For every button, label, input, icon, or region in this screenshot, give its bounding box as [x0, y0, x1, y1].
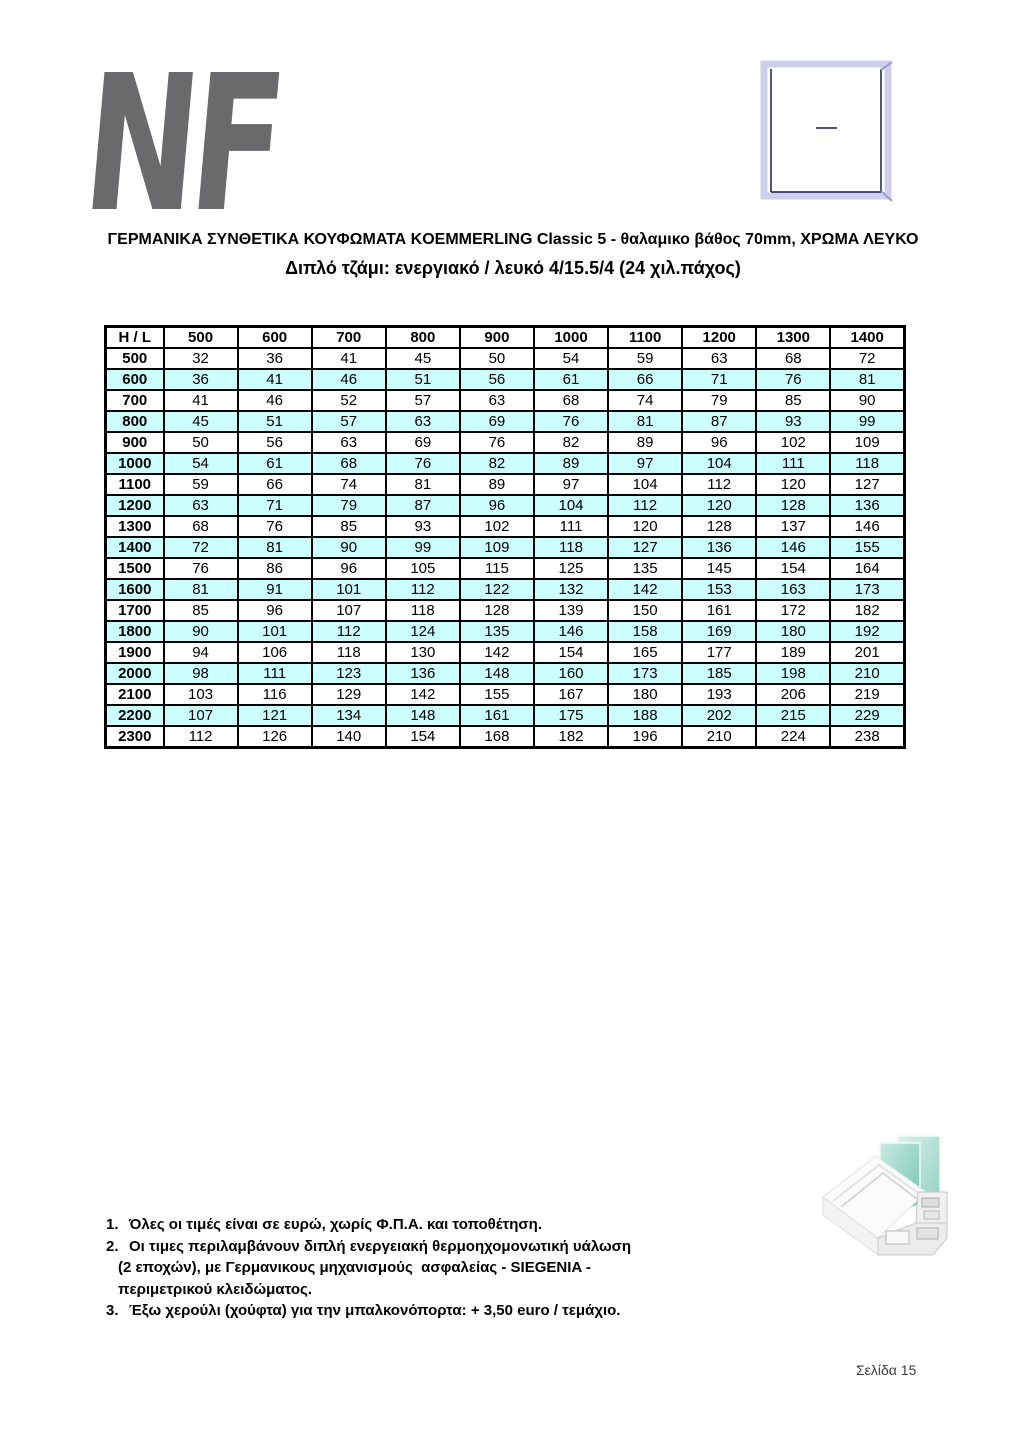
price-cell: 112	[386, 579, 460, 600]
price-cell: 120	[756, 474, 830, 495]
note-text: Όλες οι τιμές είναι σε ευρώ, χωρίς Φ.Π.Α. και τοποθέτηση.	[129, 1216, 542, 1233]
table-header-row	[106, 327, 905, 349]
row-header: 2300	[106, 726, 164, 748]
table-body	[106, 348, 905, 748]
price-cell: 91	[238, 579, 312, 600]
price-cell: 112	[682, 474, 756, 495]
price-cell: 99	[386, 537, 460, 558]
price-cell: 81	[608, 411, 682, 432]
table-row	[106, 558, 905, 579]
price-cell: 169	[682, 621, 756, 642]
price-cell: 76	[756, 369, 830, 390]
price-cell: 41	[164, 390, 238, 411]
price-cell: 74	[312, 474, 386, 495]
document-subtitle: Διπλό τζάμι: ενεργιακό / λευκό 4/15.5/4 (24 χιλ.πάχος)	[285, 258, 741, 278]
price-cell: 161	[460, 705, 534, 726]
price-cell: 103	[164, 684, 238, 705]
note-text: Οι τιμες περιλαμβάνουν διπλή ενεργειακή θερμοηχομονωτική υάλωση	[129, 1237, 632, 1255]
price-cell: 50	[164, 432, 238, 453]
price-cell: 224	[756, 726, 830, 748]
price-cell: 160	[534, 663, 608, 684]
table-row	[106, 600, 905, 621]
note-text: Έξω χερούλι (χούφτα) για την μπαλκονόπορτα: + 3,50 euro / τεμάχιο.	[129, 1302, 621, 1319]
price-cell: 118	[312, 642, 386, 663]
price-cell: 165	[608, 642, 682, 663]
price-cell: 180	[756, 621, 830, 642]
price-cell: 101	[238, 621, 312, 642]
column-header: 1400	[830, 327, 904, 349]
price-cell: 97	[534, 474, 608, 495]
price-cell: 63	[386, 411, 460, 432]
price-cell: 52	[312, 390, 386, 411]
price-cell: 168	[460, 726, 534, 748]
price-cell: 196	[608, 726, 682, 748]
price-cell: 104	[534, 495, 608, 516]
price-cell: 81	[830, 369, 904, 390]
table-row	[106, 495, 905, 516]
row-header: 900	[106, 432, 164, 453]
price-cell: 56	[460, 369, 534, 390]
price-cell: 51	[238, 411, 312, 432]
price-cell: 136	[386, 663, 460, 684]
price-cell: 79	[682, 390, 756, 411]
price-cell: 81	[164, 579, 238, 600]
note-text: περιμετρικού κλειδώματος.	[118, 1280, 312, 1298]
corner-header: H / L	[106, 327, 164, 349]
price-cell: 202	[682, 705, 756, 726]
price-cell: 105	[386, 558, 460, 579]
note-item	[106, 1236, 766, 1258]
price-cell: 54	[164, 453, 238, 474]
price-cell: 76	[534, 411, 608, 432]
price-cell: 112	[312, 621, 386, 642]
price-cell: 97	[608, 453, 682, 474]
price-cell: 173	[830, 579, 904, 600]
price-cell: 198	[756, 663, 830, 684]
price-cell: 185	[682, 663, 756, 684]
price-cell: 229	[830, 705, 904, 726]
price-cell: 76	[460, 432, 534, 453]
price-cell: 93	[386, 516, 460, 537]
row-header: 1900	[106, 642, 164, 663]
price-cell: 210	[830, 663, 904, 684]
column-header: 600	[238, 327, 312, 349]
price-cell: 126	[238, 726, 312, 748]
price-cell: 71	[682, 369, 756, 390]
row-header: 2200	[106, 705, 164, 726]
table-row	[106, 621, 905, 642]
price-cell: 76	[164, 558, 238, 579]
price-cell: 69	[460, 411, 534, 432]
price-cell: 68	[164, 516, 238, 537]
table-row	[106, 474, 905, 495]
row-header: 1200	[106, 495, 164, 516]
price-cell: 54	[534, 348, 608, 369]
price-cell: 68	[312, 453, 386, 474]
price-cell: 87	[682, 411, 756, 432]
price-cell: 66	[238, 474, 312, 495]
price-cell: 63	[312, 432, 386, 453]
note-continuation-line	[106, 1257, 766, 1279]
price-cell: 112	[608, 495, 682, 516]
price-cell: 104	[682, 453, 756, 474]
price-table	[104, 325, 906, 749]
column-header: 1200	[682, 327, 756, 349]
price-cell: 81	[386, 474, 460, 495]
price-cell: 96	[682, 432, 756, 453]
price-cell: 66	[608, 369, 682, 390]
price-cell: 72	[164, 537, 238, 558]
price-cell: 130	[386, 642, 460, 663]
price-cell: 146	[534, 621, 608, 642]
price-cell: 150	[608, 600, 682, 621]
column-header: 1000	[534, 327, 608, 349]
price-cell: 128	[756, 495, 830, 516]
price-cell: 122	[460, 579, 534, 600]
price-cell: 85	[756, 390, 830, 411]
price-cell: 153	[682, 579, 756, 600]
price-cell: 90	[164, 621, 238, 642]
row-header: 700	[106, 390, 164, 411]
price-cell: 125	[534, 558, 608, 579]
price-cell: 154	[386, 726, 460, 748]
price-cell: 175	[534, 705, 608, 726]
column-header: 1300	[756, 327, 830, 349]
row-header: 1000	[106, 453, 164, 474]
price-cell: 61	[238, 453, 312, 474]
price-cell: 118	[386, 600, 460, 621]
row-header: 500	[106, 348, 164, 369]
price-cell: 148	[386, 705, 460, 726]
price-cell: 118	[830, 453, 904, 474]
table-row	[106, 516, 905, 537]
row-header: 2000	[106, 663, 164, 684]
price-cell: 59	[608, 348, 682, 369]
price-cell: 161	[682, 600, 756, 621]
price-cell: 120	[608, 516, 682, 537]
price-cell: 71	[238, 495, 312, 516]
price-cell: 102	[756, 432, 830, 453]
table-row	[106, 579, 905, 600]
price-cell: 146	[756, 537, 830, 558]
price-cell: 63	[682, 348, 756, 369]
price-cell: 102	[460, 516, 534, 537]
price-cell: 142	[460, 642, 534, 663]
price-cell: 82	[534, 432, 608, 453]
row-header: 1700	[106, 600, 164, 621]
column-header: 800	[386, 327, 460, 349]
nf-logo: NF	[75, 35, 287, 254]
price-cell: 127	[830, 474, 904, 495]
row-header: 600	[106, 369, 164, 390]
price-cell: 82	[460, 453, 534, 474]
document-title: ΓΕΡΜΑΝΙΚΑ ΣΥΝΘΕΤΙΚΑ ΚΟΥΦΩΜΑΤΑ KOEMMERLING Classic 5 - θαλαμικο βάθος 70mm, ΧΡΩΜΑ ΛΕΥΚΟ	[107, 231, 919, 248]
price-cell: 121	[238, 705, 312, 726]
note-number: 3.	[106, 1302, 119, 1319]
note-item	[106, 1300, 766, 1322]
price-cell: 81	[238, 537, 312, 558]
price-cell: 56	[238, 432, 312, 453]
price-cell: 142	[608, 579, 682, 600]
pvc-profile-corner-photo	[820, 1134, 968, 1267]
price-cell: 146	[830, 516, 904, 537]
table-row	[106, 432, 905, 453]
table-row	[106, 411, 905, 432]
table-row	[106, 705, 905, 726]
price-cell: 123	[312, 663, 386, 684]
price-cell: 50	[460, 348, 534, 369]
price-cell: 98	[164, 663, 238, 684]
price-cell: 164	[830, 558, 904, 579]
price-cell: 139	[534, 600, 608, 621]
price-cell: 45	[386, 348, 460, 369]
price-cell: 90	[312, 537, 386, 558]
price-cell: 173	[608, 663, 682, 684]
price-cell: 132	[534, 579, 608, 600]
price-cell: 89	[534, 453, 608, 474]
price-cell: 57	[312, 411, 386, 432]
price-cell: 61	[534, 369, 608, 390]
price-cell: 112	[164, 726, 238, 748]
price-cell: 90	[830, 390, 904, 411]
price-cell: 129	[312, 684, 386, 705]
column-header: 900	[460, 327, 534, 349]
price-cell: 142	[386, 684, 460, 705]
notes-list	[106, 1214, 766, 1322]
price-cell: 177	[682, 642, 756, 663]
price-cell: 36	[238, 348, 312, 369]
price-cell: 163	[756, 579, 830, 600]
price-cell: 89	[460, 474, 534, 495]
price-cell: 93	[756, 411, 830, 432]
page-number: Σελίδα 15	[856, 1362, 917, 1378]
price-cell: 46	[312, 369, 386, 390]
price-cell: 111	[756, 453, 830, 474]
price-cell: 154	[534, 642, 608, 663]
price-cell: 36	[164, 369, 238, 390]
price-cell: 140	[312, 726, 386, 748]
price-cell: 51	[386, 369, 460, 390]
price-cell: 76	[238, 516, 312, 537]
price-cell: 124	[386, 621, 460, 642]
price-cell: 109	[460, 537, 534, 558]
price-cell: 96	[312, 558, 386, 579]
price-cell: 215	[756, 705, 830, 726]
row-header: 1100	[106, 474, 164, 495]
price-cell: 136	[682, 537, 756, 558]
price-cell: 192	[830, 621, 904, 642]
table-row	[106, 390, 905, 411]
table-row	[106, 663, 905, 684]
row-header: 1300	[106, 516, 164, 537]
price-cell: 148	[460, 663, 534, 684]
price-cell: 154	[756, 558, 830, 579]
column-header: 1100	[608, 327, 682, 349]
column-header: 700	[312, 327, 386, 349]
price-cell: 69	[386, 432, 460, 453]
note-number: 2.	[106, 1237, 119, 1255]
row-header: 1500	[106, 558, 164, 579]
price-cell: 109	[830, 432, 904, 453]
price-cell: 94	[164, 642, 238, 663]
price-cell: 167	[534, 684, 608, 705]
price-cell: 68	[756, 348, 830, 369]
price-cell: 136	[830, 495, 904, 516]
price-cell: 155	[830, 537, 904, 558]
price-cell: 46	[238, 390, 312, 411]
price-cell: 87	[386, 495, 460, 516]
price-cell: 72	[830, 348, 904, 369]
price-cell: 63	[460, 390, 534, 411]
price-cell: 79	[312, 495, 386, 516]
note-number: 1.	[106, 1216, 119, 1233]
price-cell: 106	[238, 642, 312, 663]
price-cell: 41	[312, 348, 386, 369]
price-cell: 101	[312, 579, 386, 600]
price-cell: 158	[608, 621, 682, 642]
table-row	[106, 684, 905, 705]
price-cell: 89	[608, 432, 682, 453]
price-cell: 86	[238, 558, 312, 579]
price-cell: 219	[830, 684, 904, 705]
price-cell: 137	[756, 516, 830, 537]
price-cell: 32	[164, 348, 238, 369]
table-row	[106, 348, 905, 369]
price-cell: 180	[608, 684, 682, 705]
price-cell: 85	[164, 600, 238, 621]
price-cell: 210	[682, 726, 756, 748]
price-cell: 107	[164, 705, 238, 726]
price-cell: 115	[460, 558, 534, 579]
price-cell: 127	[608, 537, 682, 558]
price-cell: 172	[756, 600, 830, 621]
price-cell: 111	[238, 663, 312, 684]
price-cell: 206	[756, 684, 830, 705]
price-cell: 85	[312, 516, 386, 537]
table-row	[106, 537, 905, 558]
price-cell: 182	[534, 726, 608, 748]
window-outline-icon	[760, 60, 894, 209]
price-cell: 182	[830, 600, 904, 621]
price-cell: 135	[460, 621, 534, 642]
price-cell: 104	[608, 474, 682, 495]
row-header: 2100	[106, 684, 164, 705]
price-cell: 118	[534, 537, 608, 558]
price-cell: 74	[608, 390, 682, 411]
price-cell: 57	[386, 390, 460, 411]
price-cell: 135	[608, 558, 682, 579]
table-row	[106, 642, 905, 663]
price-cell: 193	[682, 684, 756, 705]
price-cell: 188	[608, 705, 682, 726]
price-cell: 59	[164, 474, 238, 495]
price-cell: 45	[164, 411, 238, 432]
price-cell: 155	[460, 684, 534, 705]
note-text: (2 εποχών), με Γερμανικους μηχανισμούς ασφαλείας - SIEGENIA -	[118, 1259, 591, 1276]
price-cell: 96	[460, 495, 534, 516]
price-cell: 96	[238, 600, 312, 621]
row-header: 1400	[106, 537, 164, 558]
price-cell: 63	[164, 495, 238, 516]
price-cell: 120	[682, 495, 756, 516]
price-cell: 111	[534, 516, 608, 537]
table-row	[106, 726, 905, 748]
table-row	[106, 453, 905, 474]
price-cell: 145	[682, 558, 756, 579]
note-continuation-line	[106, 1279, 766, 1301]
price-cell: 201	[830, 642, 904, 663]
price-cell: 68	[534, 390, 608, 411]
price-cell: 189	[756, 642, 830, 663]
row-header: 1800	[106, 621, 164, 642]
price-cell: 134	[312, 705, 386, 726]
price-cell: 238	[830, 726, 904, 748]
price-cell: 107	[312, 600, 386, 621]
note-item	[106, 1214, 766, 1236]
row-header: 800	[106, 411, 164, 432]
price-cell: 41	[238, 369, 312, 390]
price-cell: 76	[386, 453, 460, 474]
price-cell: 116	[238, 684, 312, 705]
table-row	[106, 369, 905, 390]
price-cell: 128	[460, 600, 534, 621]
price-cell: 99	[830, 411, 904, 432]
row-header: 1600	[106, 579, 164, 600]
price-cell: 128	[682, 516, 756, 537]
column-header: 500	[164, 327, 238, 349]
